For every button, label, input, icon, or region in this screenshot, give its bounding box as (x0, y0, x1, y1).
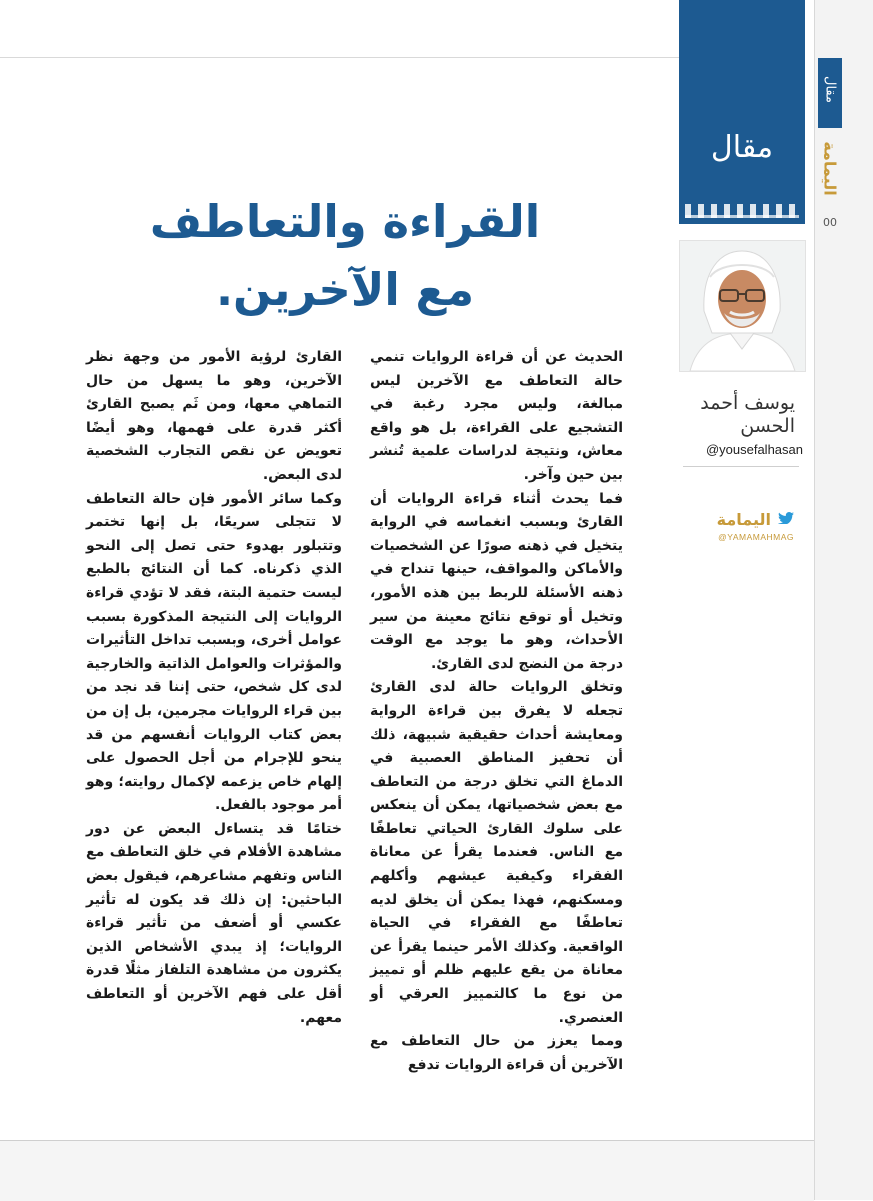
paragraph: وتخلق الروايات حالة لدى القارئ تجعله لا يفرق بين قراءة الرواية ومعايشة أحداث حقيقية شبيهة، ذلك أن تحفيز المناطق العصبية في الدماغ التي تخلق درجة من التعاطف مع بعض شخصياتها، يمكن أن ينعكس على سلوك القارئ الحياتي تعاطفًا مع الناس. فعندما يقرأ عن معاناة الفقراء وكيفية عيشهم وأكلهم ومسكنهم، فهذا يمكن أن يخلق لديه تعاطفًا مع الفقراء في الحياة الواقعية. وكذلك الأمر حينما يقرأ عن معاناة من يقع عليهم ظلم أو تمييز من نوع ما كالتمييز العرقي أو العنصري. (370, 679, 623, 1026)
decorative-pattern-line (685, 215, 799, 218)
sidebar-logo (818, 134, 842, 204)
article-column-left (86, 346, 342, 1030)
page-number: 00 (823, 216, 837, 229)
article-title (110, 188, 580, 324)
page-bottom-edge (0, 1140, 814, 1201)
magazine-handle: @YAMAMAHMAG (718, 532, 794, 542)
article-column-right (370, 346, 623, 1077)
author-name-line-1: يوسف أحمد (700, 392, 795, 414)
magazine-logo-text: اليمامة (716, 510, 771, 529)
sidebar-tab-label: مقال (822, 76, 838, 103)
paragraph: القارئ لرؤية الأمور من وجهة نظر الآخرين، وهو ما يسهل من حال التماهي معها، ومن ثَم يصبح القارئ أكثر قدرة على فهمها، وهو أيضًا تعويض عن نقص التجارب الشخصية لدى البعض. (86, 349, 342, 483)
paragraph: الحديث عن أن قراءة الروايات تنمي حالة التعاطف مع الآخرين ليس مبالغة، وليس مجرد رغبة في التشجيع على القراءة، بل هو واقع معاش، ونتيجة لدراسات علمية تُنشر بين حين وآخر. (370, 349, 623, 483)
divider (683, 466, 799, 467)
section-label: مقال (710, 130, 774, 165)
author-name-line-2: الحسن (740, 415, 795, 437)
section-header-box (679, 0, 805, 224)
author-name (679, 392, 795, 438)
sidebar-logo-text: اليمامة (820, 141, 840, 196)
author-photo (679, 240, 806, 372)
title-line-2: مع الآخرين. (215, 263, 475, 316)
magazine-logo (683, 510, 799, 544)
paragraph: ختامًا قد يتساءل البعض عن دور مشاهدة الأفلام في خلق التعاطف مع الناس وتفهم مشاعرهم، فيقول بعض الباحثين: إن ذلك قد يكون له تأثير عكسي أو أضعف من تأثير قراءة الروايات؛ إذ يبدي الأشخاص الذين يكثرون من مشاهدة التلفاز مثلًا قدرة أقل على فهم الآخرين أو التعاطف معهم. (86, 820, 342, 1026)
author-portrait-icon (680, 241, 805, 371)
paragraph: وكما سائر الأمور فإن حالة التعاطف لا تتجلى سريعًا، بل إنها تختمر وتتبلور بهدوء حتى تصل إلى النحو الذي ذكرناه. كما أن النتائج بالطبع ليست حتمية البتة، فقد لا تؤدي قراءة الروايات إلى النتيجة المذكورة بسبب عوامل أخرى، وبسبب تداخل التأثيرات والمؤثرات والعوامل الذاتية والخارجية لدى كل شخص، حتى إننا قد نجد من بين قراء الروايات مجرمين، بل إن من بعض كتاب الروايات أنفسهم من قد ينحو للإجرام من أجل الحصول على إلهام خاص يزعمه لإكمال روايته؛ وهو أمر موجود بالفعل. (86, 490, 342, 814)
paragraph: فما يحدث أثناء قراءة الروايات أن القارئ وبسبب انغماسه في الرواية يتخيل في ذهنه صورًا عن الشخصيات والأماكن والمواقف، حينها تنداح في ذهنه الأسئلة للربط بين هذه الأمور، وتخيل أو توقع نتائج معينة من سير الأحداث، وهو ما يوجد مع الوقت درجة من النضج لدى القارئ. (370, 490, 623, 672)
title-line-1: القراءة والتعاطف (149, 195, 541, 248)
sidebar-tab (818, 58, 842, 128)
author-handle: @yousefalhasan (705, 442, 803, 457)
top-rule (0, 57, 680, 58)
twitter-bird-icon (778, 512, 794, 524)
paragraph: ومما يعزز من حال التعاطف مع الآخرين أن قراءة الروايات تدفع (370, 1033, 623, 1073)
